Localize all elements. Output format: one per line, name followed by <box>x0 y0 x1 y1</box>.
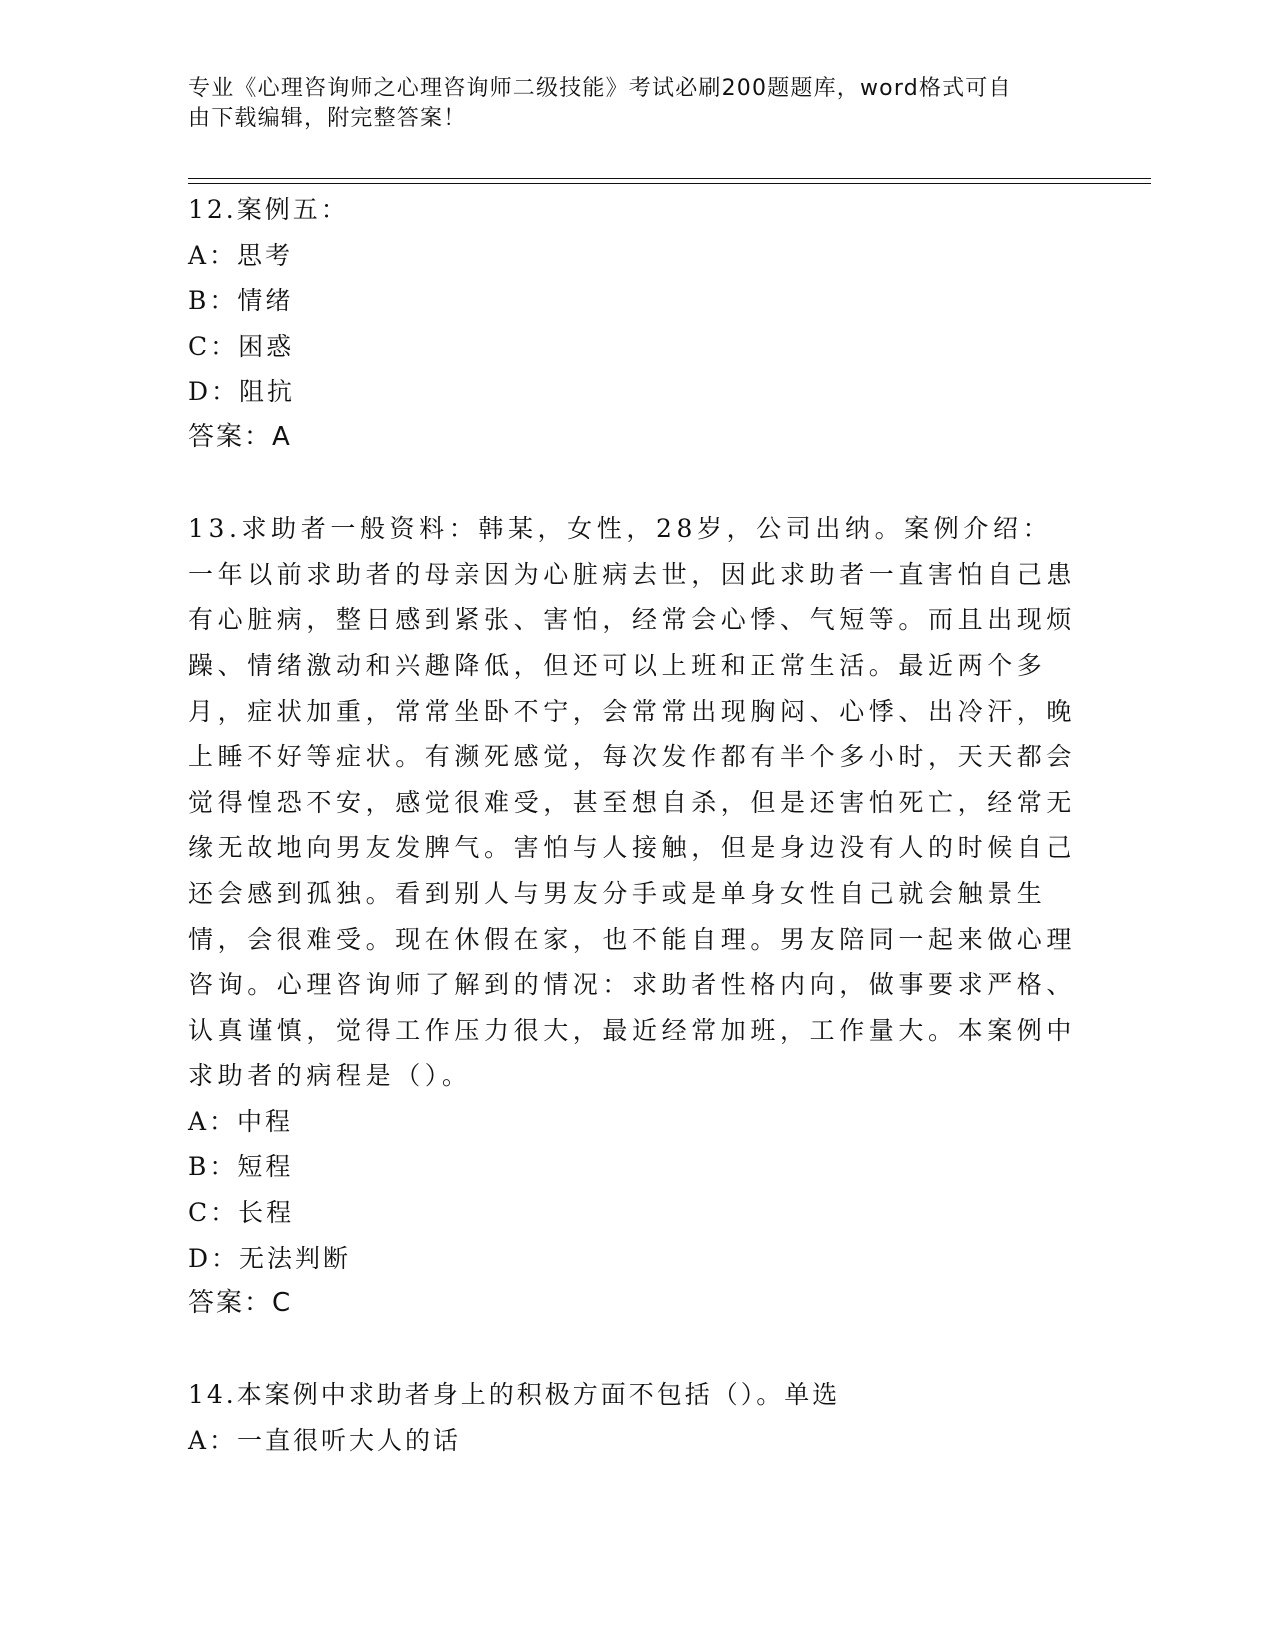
question-14 <box>188 1372 1088 1463</box>
spacer <box>188 1327 1088 1373</box>
option-d: D：无法判断 <box>188 1243 352 1273</box>
question-stem: 14.本案例中求助者身上的积极方面不包括（）。单选 <box>188 1380 841 1410</box>
header-line-2: 由下载编辑，附完整答案！ <box>188 106 467 131</box>
option-a: A：一直很听大人的话 <box>188 1426 462 1456</box>
option-d: D：阻抗 <box>188 377 296 407</box>
question-13 <box>188 506 1088 1327</box>
page-header <box>188 74 1068 134</box>
answer-line: 答案：C <box>188 1288 293 1319</box>
option-b: B：情绪 <box>188 286 294 316</box>
question-list <box>188 187 1088 1464</box>
option-a: A：中程 <box>188 1106 294 1136</box>
question-12 <box>188 187 1088 461</box>
header-line-1: 专业《心理咨询师之心理咨询师二级技能》考试必刷200题题库，word格式可自 <box>188 76 1012 101</box>
option-c: C：困惑 <box>188 331 295 361</box>
question-stem: 13.求助者一般资料：韩某，女性，28岁，公司出纳。案例介绍：一年以前求助者的母亲因为心脏病去世，因此求助者一直害怕自己患有心脏病，整日感到紧张、害怕，经常会心悸、气短等。而且出现烦躁、情绪激动和兴趣降低，但还可以上班和正常生活。最近两个多月，症状加重，常常坐卧不宁，会常常出现胸闷、心悸、出冷汗，晚上睡不好等症状。有濒死感觉，每次发作都有半个多小时，天天都会觉得惶恐不安，感觉很难受，甚至想自杀，但是还害怕死亡，经常无缘无故地向男友发脾气。害怕与人接触，但是身边没有人的时候自己还会感到孤独。看到别人与男友分手或是单身女性自己就会触景生情，会很难受。现在休假在家，也不能自理。男友陪同一起来做心理咨询。心理咨询师了解到的情况：求助者性格内向，做事要求严格、认真谨慎，觉得工作压力很大，最近经常加班，工作量大。本案例中求助者的病程是（）。 <box>188 514 1077 1091</box>
answer-line: 答案：A <box>188 421 292 452</box>
question-stem: 12.案例五： <box>188 195 349 224</box>
header-divider-top <box>188 178 1151 179</box>
spacer <box>188 461 1088 507</box>
option-b: B：短程 <box>188 1152 294 1182</box>
option-a: A：思考 <box>188 240 294 270</box>
header-divider-bottom <box>188 183 1151 184</box>
option-c: C：长程 <box>188 1198 295 1228</box>
